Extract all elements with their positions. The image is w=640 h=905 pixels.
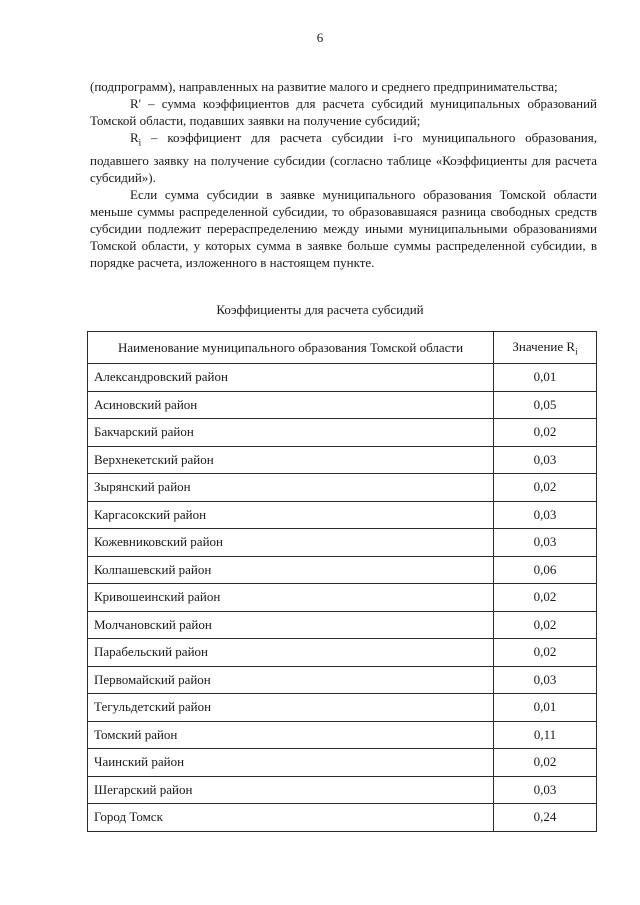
table-row [88,694,597,722]
symbol-r-prime: R' [130,96,142,111]
table-row [88,776,597,804]
coefficient-value-cell: 0,03 [494,529,597,557]
table-row [88,611,597,639]
paragraph-r-prime [90,95,597,129]
municipality-name-cell: Первомайский район [88,666,494,694]
table-row [88,501,597,529]
coefficient-value-cell: 0,02 [494,749,597,777]
table-row [88,584,597,612]
table-row [88,721,597,749]
municipality-name-cell: Парабельский район [88,639,494,667]
municipality-name-cell: Тегульдетский район [88,694,494,722]
municipality-name-cell: Асиновский район [88,391,494,419]
municipality-name-cell: Шегарский район [88,776,494,804]
coefficient-value-cell: 0,02 [494,474,597,502]
coefficient-value-cell: 0,03 [494,501,597,529]
table-row [88,804,597,832]
header-value-subscript: i [575,346,578,357]
table-row [88,474,597,502]
municipality-name-cell: Чаинский район [88,749,494,777]
paragraph-ri-text: – коэффициент для расчета субсидии i-го муниципального образования, подавшего заявку на получение субсидии (согласно таблице «Коэффициенты для расчета субсидий»). [90,130,597,185]
table-header-row [88,332,597,364]
page-number: 6 [316,30,324,45]
coefficient-value-cell: 0,05 [494,391,597,419]
coefficient-value-cell: 0,11 [494,721,597,749]
table-row [88,749,597,777]
symbol-subscript-i: i [138,137,142,148]
table-row [88,419,597,447]
paragraph-ri [90,129,597,186]
coefficient-value-cell: 0,03 [494,666,597,694]
coefficient-value-cell: 0,02 [494,419,597,447]
table-row [88,529,597,557]
header-value-label: Значение R [512,338,576,354]
paragraph-r-prime-text: – сумма коэффициентов для расчета субсидий муниципальных образований Томской области, подавших заявки на получение субсидий; [90,96,597,128]
municipality-name-cell: Кривошеинский район [88,584,494,612]
coefficient-value-cell: 0,02 [494,639,597,667]
paragraph-1: (подпрограмм), направленных на развитие малого и среднего предпринимательства; [90,79,558,94]
municipality-name-cell: Бакчарский район [88,419,494,447]
municipality-name-cell: Каргасокский район [88,501,494,529]
coefficient-value-cell: 0,02 [494,584,597,612]
municipality-name-cell: Верхнекетский район [88,446,494,474]
header-value [494,332,597,364]
table-title: Коэффициенты для расчета субсидий [216,302,424,317]
coefficients-table [87,331,597,832]
coefficient-value-cell: 0,06 [494,556,597,584]
municipality-name-cell: Александровский район [88,364,494,392]
municipality-name-cell: Город Томск [88,804,494,832]
coefficient-value-cell: 0,24 [494,804,597,832]
coefficient-value-cell: 0,01 [494,364,597,392]
coefficient-value-cell: 0,01 [494,694,597,722]
table-row [88,391,597,419]
coefficient-value-cell: 0,03 [494,776,597,804]
paragraph-redistribution: Если сумма субсидии в заявке муниципального образования Томской области меньше суммы распределенной субсидии, то образовавшаяся разница свободных средств субсидии подлежит перераспределению между иными муниципальными образованиями Томской области, у которых сумма в заявке больше суммы распределенной субсидии, в порядке расчета, изложенного в настоящем пункте. [90,186,597,270]
municipality-name-cell: Колпашевский район [88,556,494,584]
coefficient-value-cell: 0,02 [494,611,597,639]
table-row [88,446,597,474]
table-row [88,364,597,392]
table-body [88,364,597,832]
table-row [88,666,597,694]
body-text [90,78,597,271]
table-row [88,639,597,667]
coefficient-value-cell: 0,03 [494,446,597,474]
municipality-name-cell: Молчановский район [88,611,494,639]
municipality-name-cell: Томский район [88,721,494,749]
municipality-name-cell: Зырянский район [88,474,494,502]
symbol-r: R [130,130,139,145]
table-row [88,556,597,584]
municipality-name-cell: Кожевниковский район [88,529,494,557]
header-municipality: Наименование муниципального образования Томской области [88,332,494,364]
